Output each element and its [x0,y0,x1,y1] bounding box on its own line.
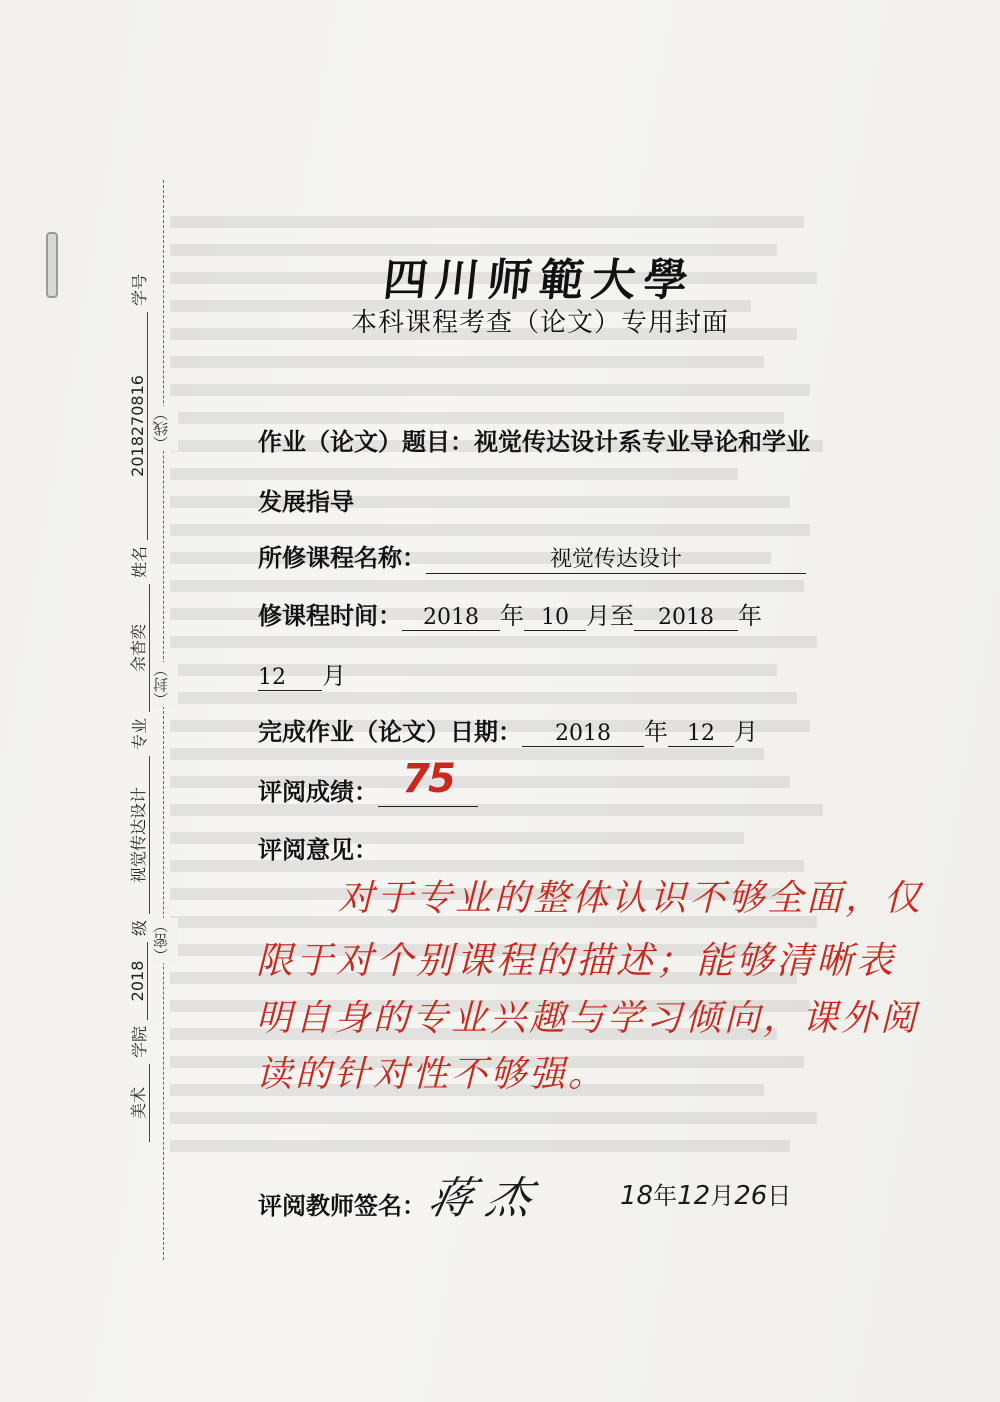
topic-field [258,422,810,457]
binding-mark-line: （线） [150,406,178,451]
period-field [258,596,762,631]
comment-line-1: 对于专业的整体认识不够全面，仅 [338,878,924,919]
major-value: 视觉传达设计 [126,756,150,914]
college-value: 美术 [126,1064,150,1142]
signature-label: 评阅教师签名： [258,1191,426,1220]
course-label: 所修课程名称： [258,543,426,572]
period-year-char-2: 年 [738,602,762,630]
cover-title: 本科课程考查（论文）专用封面 [350,308,729,338]
comment-line-2: 限于对个别课程的描述；能够清晰表 [256,939,896,982]
period-end-year: 2018 [634,605,738,631]
teacher-signature: 蒋杰 [423,1173,551,1224]
course-field [258,538,806,574]
sig-month-char: 月 [710,1182,735,1210]
university-name: 四川师範大學 [380,255,699,306]
completion-month-char: 月 [734,718,758,746]
completion-year-char: 年 [644,718,668,746]
completion-field [258,712,758,747]
period-end-month: 12 [258,665,322,691]
topic-line2: 发展指导 [258,487,354,516]
comment-line-3: 明自身的专业兴趣与学习倾向，课外阅 [256,998,920,1039]
binding-staple [46,232,58,298]
grade-year-value: 2018 [128,942,148,1020]
period-start-month: 10 [524,605,586,631]
completion-month: 12 [668,721,734,747]
period-year-char: 年 [500,602,524,630]
sig-year-char: 年 [653,1182,678,1210]
binding-mark-seal2: （封） [150,662,178,707]
college-label: 学院 [129,1025,149,1058]
student-id-label: 学号 [129,273,149,306]
sig-day-char: 日 [767,1182,792,1210]
grade-year-label: 级 [129,919,149,936]
grade-label: 评阅成绩： [258,777,378,806]
student-info-strip [123,142,153,1142]
sig-day: 26 [734,1181,768,1211]
period-label: 修课程时间： [258,601,402,630]
sig-year: 18 [620,1181,654,1211]
name-value: 余杳奕 [126,584,150,712]
period-start-year: 2018 [402,605,500,631]
course-value: 视觉传达设计 [426,542,806,574]
binding-dashed-line [163,180,164,1260]
period-field-line2 [258,656,346,691]
handwritten-score: 75 [402,756,454,802]
comment-label: 评阅意见： [258,835,378,864]
period-month-char: 月 [322,662,346,690]
name-label: 姓名 [129,545,149,578]
completion-label: 完成作业（论文）日期： [258,717,522,746]
binding-mark-seal: （密） [150,918,178,963]
signature-date [620,1176,791,1211]
topic-label: 作业（论文）题目： [258,427,474,456]
sig-month: 12 [677,1181,711,1211]
major-label: 专业 [129,717,149,750]
topic-line1: 视觉传达设计系专业导论和学业 [474,427,810,456]
completion-year: 2018 [522,721,644,747]
comment-line-4: 读的针对性不够强。 [256,1054,608,1095]
student-id-value: 2018270816 [128,312,148,540]
period-month-to: 月至 [586,602,634,630]
